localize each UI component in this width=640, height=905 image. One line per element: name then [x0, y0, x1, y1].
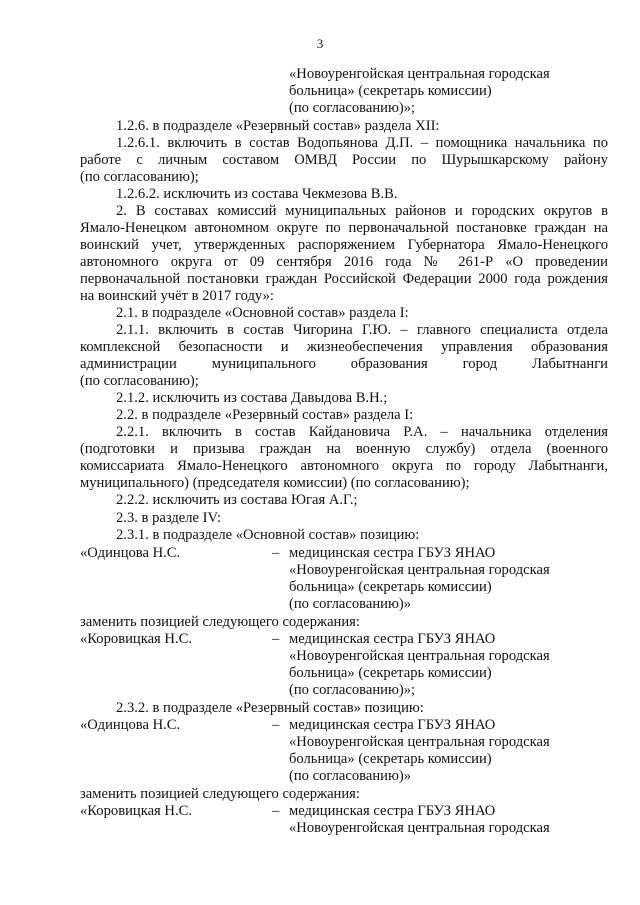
- dash: –: [272, 717, 280, 733]
- text-line: 2.3.1. в подразделе «Основной состав» позицию:: [116, 527, 420, 543]
- text-line: (подготовки и призыва граждан на военную службу) отдела (военного: [80, 441, 608, 457]
- dash: –: [272, 545, 280, 561]
- text-line: (по согласованию);: [80, 169, 199, 185]
- text-line: «Новоуренгойская центральная городская: [289, 648, 550, 664]
- text-line: (по согласованию);: [80, 373, 199, 389]
- text-line: муниципального) (председателя комиссии) (по согласованию);: [80, 475, 470, 491]
- text-line: автономного округа от 09 сентября 2016 года № 261-Р «О проведении: [80, 254, 608, 270]
- text-line: «Новоуренгойская центральная городская: [289, 562, 550, 578]
- text-line: (по согласованию)»: [289, 596, 412, 612]
- text-line: медицинская сестра ГБУЗ ЯНАО: [289, 717, 496, 733]
- text-line: «Новоуренгойская центральная городская: [289, 820, 550, 836]
- person-name: «Одинцова Н.С.: [80, 717, 181, 733]
- text-line: Ямало-Ненецком автономном округе по первоначальной постановке граждан на: [80, 220, 608, 236]
- text-line: 2.1.1. включить в состав Чигорина Г.Ю. – главного специалиста отдела: [116, 322, 608, 338]
- text-line: 2.1.2. исключить из состава Давыдова В.Н.;: [116, 390, 388, 406]
- page-number: 3: [316, 36, 324, 51]
- text-line: (по согласованию)»: [289, 768, 412, 784]
- text-line: 2.1. в подразделе «Основной состав» раздела I:: [116, 305, 409, 321]
- dash: –: [272, 803, 280, 819]
- text-line: заменить позицией следующего содержания:: [80, 786, 360, 802]
- text-line: медицинская сестра ГБУЗ ЯНАО: [289, 545, 496, 561]
- text-line: (по согласованию)»;: [289, 682, 416, 698]
- text-line: 2.2.2. исключить из состава Югая А.Г.;: [116, 492, 358, 508]
- person-name: «Одинцова Н.С.: [80, 545, 181, 561]
- text-line: медицинская сестра ГБУЗ ЯНАО: [289, 803, 496, 819]
- text-line: больница» (секретарь комиссии): [289, 665, 492, 681]
- text-line: первоначальной постановки граждан Российской Федерации 2000 года рождения: [80, 271, 608, 287]
- text-line: 1.2.6.2. исключить из состава Чекмезова В.В.: [116, 186, 398, 202]
- text-line: администрации муниципального образования город Лабытнанги: [80, 356, 608, 372]
- dash: –: [272, 631, 280, 647]
- text-line: комплексной безопасности и жизнеобеспечения управления образования: [80, 339, 608, 355]
- text-line: медицинская сестра ГБУЗ ЯНАО: [289, 631, 496, 647]
- text-line: на воинский учёт в 2017 году»:: [80, 288, 274, 304]
- person-name: «Коровицкая Н.С.: [80, 803, 192, 819]
- text-line: 1.2.6. в подразделе «Резервный состав» раздела XII:: [116, 118, 440, 134]
- text-line: 2.2. в подразделе «Резервный состав» раздела I:: [116, 407, 414, 423]
- text-line: больница» (секретарь комиссии): [289, 83, 492, 99]
- text-line: работе с личным составом ОМВД России по Шурышкарскому району: [80, 152, 608, 168]
- text-line: (по согласованию)»;: [289, 100, 416, 116]
- text-line: комиссариата Ямало-Ненецкого автономного округа по городу Лабытнанги,: [80, 458, 608, 474]
- text-line: 2. В составах комиссий муниципальных районов и городских округов в: [116, 203, 608, 219]
- text-line: больница» (секретарь комиссии): [289, 579, 492, 595]
- text-line: больница» (секретарь комиссии): [289, 751, 492, 767]
- text-line: 2.3. в разделе IV:: [116, 510, 222, 526]
- person-name: «Коровицкая Н.С.: [80, 631, 192, 647]
- text-line: «Новоуренгойская центральная городская: [289, 734, 550, 750]
- text-line: 2.3.2. в подразделе «Резервный состав» позицию:: [116, 700, 424, 716]
- text-line: 2.2.1. включить в состав Кайдановича Р.А. – начальника отделения: [116, 424, 608, 440]
- text-line: заменить позицией следующего содержания:: [80, 614, 360, 630]
- text-line: 1.2.6.1. включить в состав Водопьянова Д.П. – помощника начальника по: [116, 135, 608, 151]
- text-line: воинский учет, утвержденных распоряжением Губернатора Ямало-Ненецкого: [80, 237, 608, 253]
- text-line: «Новоуренгойская центральная городская: [289, 66, 550, 82]
